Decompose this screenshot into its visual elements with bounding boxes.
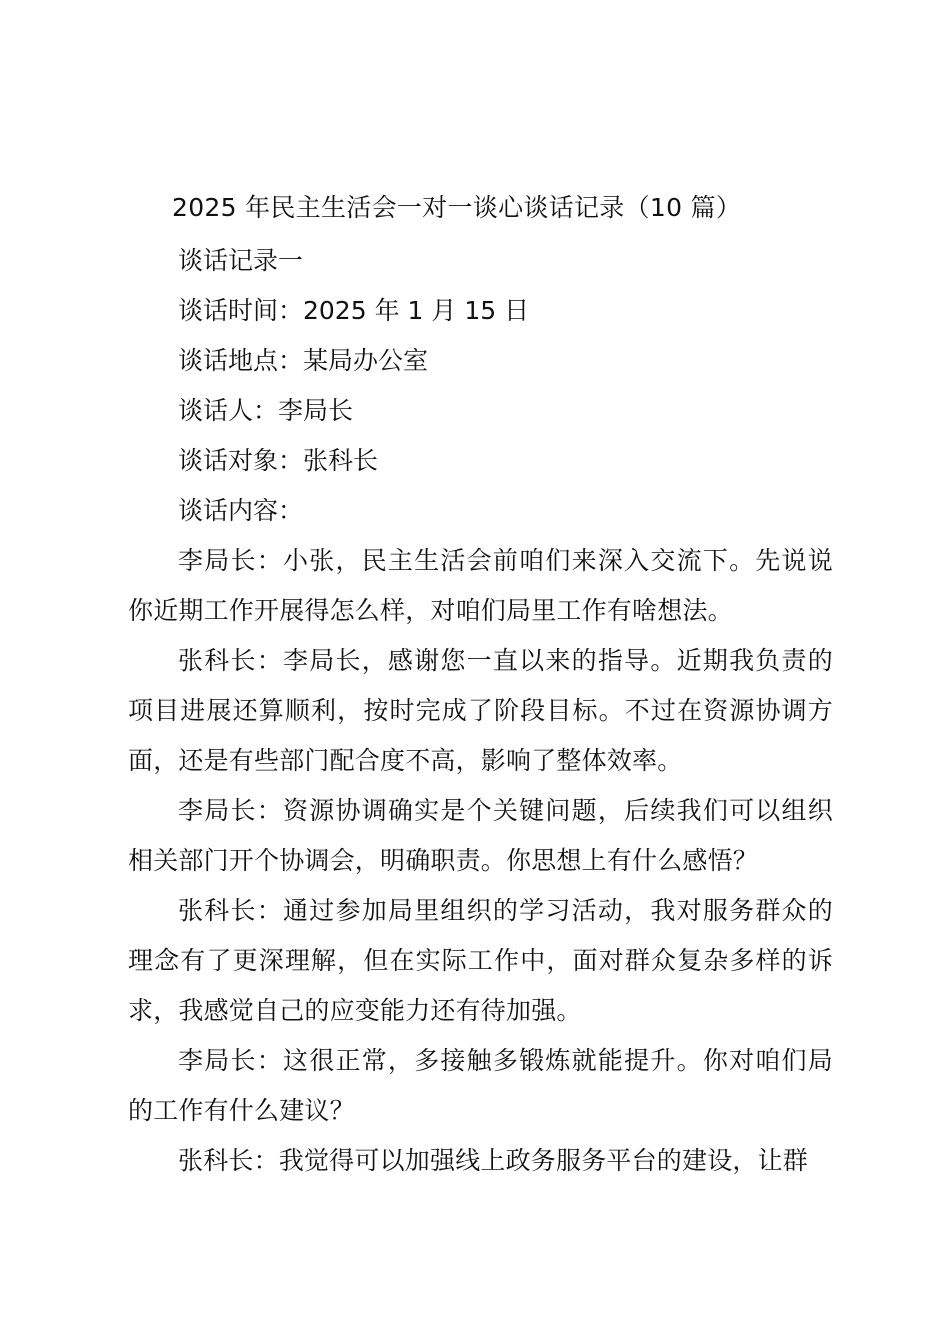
dialogue-paragraph: 李局长：资源协调确实是个关键问题，后续我们可以组织相关部门开个协调会，明确职责。你思想上有什么感悟？ [128,796,833,875]
dialogue-paragraph: 张科长：通过参加局里组织的学习活动，我对服务群众的理念有了更深理解，但在实际工作中，面对群众复杂多样的诉求，我感觉自己的应变能力还有待加强。 [128,896,833,1025]
talk-speaker: 谈话人：李局长 [178,396,354,425]
dialogue-body [128,536,833,1186]
record-label: 谈话记录一 [178,246,304,275]
dialogue-paragraph: 李局长：小张，民主生活会前咱们来深入交流下。先说说你近期工作开展得怎么样，对咱们局里工作有啥想法。 [128,546,833,625]
content-label: 谈话内容： [178,496,304,525]
dialogue-paragraph: 李局长：这很正常，多接触多锻炼就能提升。你对咱们局的工作有什么建议？ [128,1046,833,1125]
dialogue-paragraph: 张科长：李局长，感谢您一直以来的指导。近期我负责的项目进展还算顺利，按时完成了阶段目标。不过在资源协调方面，还是有些部门配合度不高，影响了整体效率。 [128,646,833,775]
talk-time: 谈话时间：2025 年 1 月 15 日 [178,296,530,325]
talk-subject: 谈话对象：张科长 [178,446,379,475]
dialogue-paragraph: 张科长：我觉得可以加强线上政务服务平台的建设，让群 [178,1146,809,1175]
meta-block [178,236,878,536]
document-title: 2025 年民主生活会一对一谈心谈话记录（10 篇） [172,193,742,222]
talk-place: 谈话地点：某局办公室 [178,346,429,375]
